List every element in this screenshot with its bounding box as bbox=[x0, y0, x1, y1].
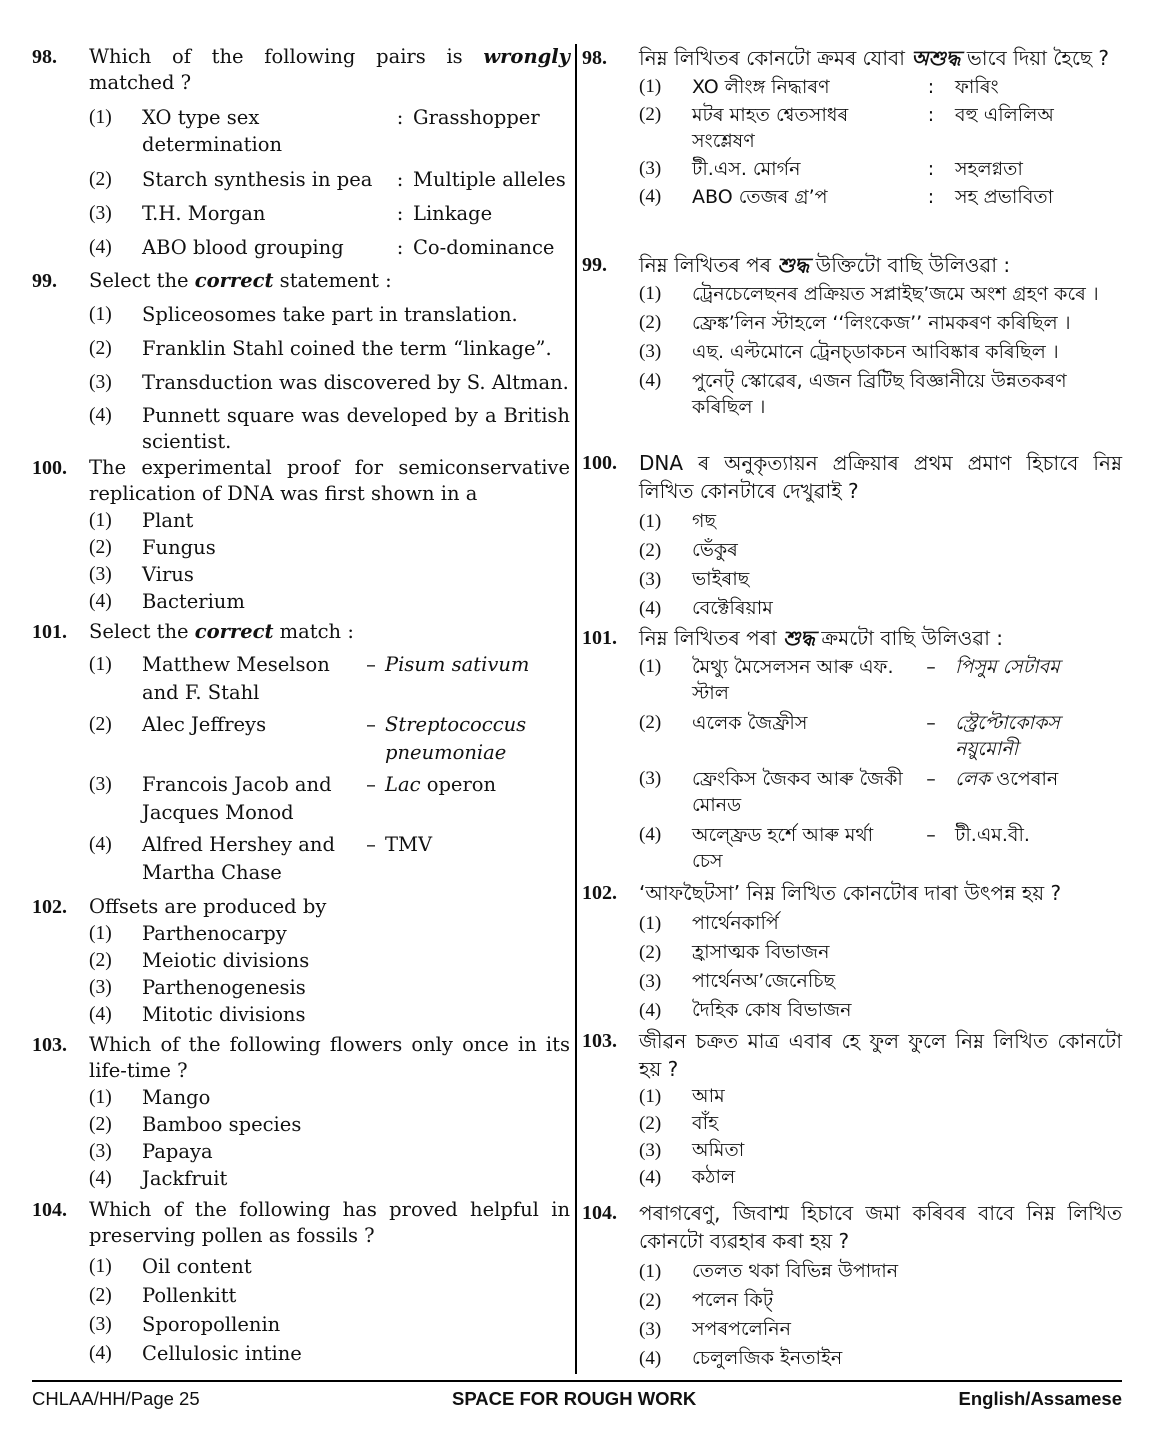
option-4: (4) Alfred Hershey and Martha Chase – TMV bbox=[89, 833, 433, 884]
option-1: (1) পাৰ্থেনকাৰ্পি bbox=[639, 912, 779, 934]
option-4: (4) বেক্টেৰিয়াম bbox=[639, 597, 773, 619]
option-1: (1) ট্ৰেনচেলেছনৰ প্ৰক্ৰিয়ত সপ্লাইছ’জমে অংশ গ্ৰহণ কৰে । bbox=[639, 283, 1099, 305]
assamese-column bbox=[582, 44, 1122, 1373]
option-2: (2) Fungus bbox=[89, 536, 216, 559]
page-code: CHLAA/HH/Page 25 bbox=[32, 1388, 200, 1409]
option-4: (4) ABO তেজৰ গ্ৰ’প : সহ প্ৰভাবিতা bbox=[639, 186, 1054, 208]
option-4: (4) পুনেট্ স্কোৱেৰ, এজন ব্ৰিটিছ বিজ্ঞানীয়ে উন্নতকৰণ কৰিছিল । bbox=[639, 370, 1067, 418]
page-footer bbox=[32, 1388, 1122, 1414]
question-101-en: 101. Select the correct match : (1) Matthew Meselson and F. Stahl – Pisum sativum (2) Alec Jeffreys – Streptococcus pneumoniae (3) Francois Jacob and Jacques Monod – Lac operon (4) Alfred Hershey and Martha Chase – TMV bbox=[32, 619, 570, 894]
question-98-en bbox=[32, 44, 570, 268]
option-2: (2) Starch synthesis in pea : Multiple alleles bbox=[89, 168, 566, 191]
option-2: (2) এলেক জৈফ্ৰীস – স্ট্ৰেপ্টোকোকস নয়ুমোনী bbox=[639, 712, 1060, 760]
option-4: (4) দৈহিক কোষ বিভাজন bbox=[639, 999, 852, 1021]
option-4: (4) Cellulosic intine bbox=[89, 1342, 302, 1365]
question-102-en: 102. Offsets are produced by (1) Parthenocarpy (2) Meiotic divisions (3) Parthenogenesis (4) Mitotic divisions bbox=[32, 894, 570, 1032]
option-3: (3) এছ. এল্টমোনে ট্ৰেনচ্ডাকচন আবিষ্কাৰ কৰিছিল । bbox=[639, 341, 1059, 363]
option-3: (3) Francois Jacob and Jacques Monod – Lac operon bbox=[89, 773, 497, 824]
option-3: (3) পাৰ্থেনঅ’জেনেচিছ bbox=[639, 970, 836, 992]
option-3: (3) Virus bbox=[89, 563, 194, 586]
question-104-en: 104. Which of the following has proved helpful in preserving pollen as fossils ? (1) Oil content (2) Pollenkitt (3) Sporopollenin (4) Cellulosic intine bbox=[32, 1197, 570, 1368]
option-4: (4) Jackfruit bbox=[89, 1167, 228, 1190]
option-1: (1) Spliceosomes take part in translation. bbox=[89, 303, 518, 326]
option-2: (2) মটৰ মাহত শ্বেতসাধৰ সংশ্লেষণ : বহু এলিলিঅ bbox=[639, 104, 1054, 152]
option-2: (2) হ্ৰাসাত্মক বিভাজন bbox=[639, 941, 830, 963]
option-4: (4) কঠাল bbox=[639, 1166, 736, 1188]
option-4: (4) চেলুলজিক ইনতাইন bbox=[639, 1347, 843, 1369]
question-102-as: 102. ‘আফছৈটসা’ নিম্ন লিখিত কোনটোৰ দাৰা উৎপন্ন হয় ? (1) পাৰ্থেনকাৰ্পি (2) হ্ৰাসাত্মক বিভাজন (3) পাৰ্থেনঅ’জেনেচিছ (4) দৈহিক কোষ বিভাজন bbox=[582, 879, 1122, 1027]
option-1: (1) Matthew Meselson and F. Stahl – Pisum sativum bbox=[89, 653, 530, 704]
option-1: (1) XO লীংঙ্গ নিদ্ধাৰণ : ফাৰিং bbox=[639, 76, 999, 98]
option-3: (3) সপৰপলেনিন bbox=[639, 1318, 791, 1340]
option-3: (3) ফ্ৰেংকিস জৈকব আৰু জৈকী মোনড – লেক ওপেৰান bbox=[639, 768, 1059, 816]
option-3: (3) Transduction was discovered by S. Altman. bbox=[89, 371, 569, 394]
footer-rule bbox=[32, 1380, 1122, 1382]
option-3: (3) টী.এস. মোৰ্গন : সহলগ্নতা bbox=[639, 158, 1023, 180]
question-104-as: 104. পৰাগৰেণু, জিবাশ্ম হিচাবে জমা কৰিবৰ বাবে নিম্ন লিখিত কোনটো ব্যৱহাৰ কৰা হয় ? (1) তেলত থকা বিভিন্ন উপাদান (2) পলেন কিট্ (3) সপৰপলেনিন (4) চেলুলজিক ইনতাইন bbox=[582, 1199, 1122, 1373]
question-103-en: 103. Which of the following flowers only once in its life-time ? (1) Mango (2) Bamboo species (3) Papaya (4) Jackfruit bbox=[32, 1033, 570, 1190]
option-4: (4) Mitotic divisions bbox=[89, 1003, 306, 1026]
option-1: (1) তেলত থকা বিভিন্ন উপাদান bbox=[639, 1260, 899, 1282]
option-2: (2) Franklin Stahl coined the term “linkage”. bbox=[89, 337, 552, 360]
option-2: (2) ভেঁকুৰ bbox=[639, 539, 738, 561]
option-3: (3) অমিতা bbox=[639, 1139, 745, 1161]
question-103-as: 103. জীৱন চক্ৰত মাত্ৰ এবাৰ হে ফুল ফুলে নিম্ন লিখিত কোনটো হয় ? (1) আম (2) বাঁহ (3) অমিতা (4) কঠাল bbox=[582, 1027, 1122, 1199]
option-1: (1) Plant bbox=[89, 509, 194, 532]
english-column bbox=[32, 44, 570, 1368]
rough-work-label: SPACE FOR ROUGH WORK bbox=[452, 1388, 697, 1409]
option-4: (4) অল্ফ্ৰেড হৰ্শে আৰু মৰ্থা চেস – টী.এম.বী. bbox=[639, 824, 1030, 872]
option-2: (2) বাঁহ bbox=[639, 1112, 719, 1134]
option-2: (2) ফ্ৰেঙ্ক’লিন স্টাহলে ‘‘লিংকেজ’’ নামকৰণ কৰিছিল । bbox=[639, 312, 1071, 334]
option-4: (4) Bacterium bbox=[89, 590, 245, 613]
option-3: (3) T.H. Morgan : Linkage bbox=[89, 202, 493, 225]
option-1: (1) আম bbox=[639, 1085, 725, 1107]
option-2: (2) Meiotic divisions bbox=[89, 949, 310, 972]
option-1: (1) Mango bbox=[89, 1086, 211, 1109]
option-2: (2) Pollenkitt bbox=[89, 1284, 237, 1307]
question-99-as: 99. নিম্ন লিখিতৰ পৰ শুদ্ধ উক্তিটো বাছি উলিওৱা : (1) ট্ৰেনচেলেছনৰ প্ৰক্ৰিয়ত সপ্লাইছ’জমে অংশ গ্ৰহণ কৰে । (2) ফ্ৰেঙ্ক’লিন স্টাহলে ‘‘লিংকেজ’’ নামকৰণ কৰিছিল । (3) এছ. এল্টমোনে ট্ৰেনচ্ডাকচন আবিষ্কাৰ কৰিছিল । (4) পুনেট্ স্কোৱেৰ, এজন ব্ৰিটিছ বিজ্ঞানীয়ে উন্নতকৰণ কৰিছিল । bbox=[582, 251, 1122, 449]
option-3: (3) Sporopollenin bbox=[89, 1313, 281, 1336]
question-98-as: 98. নিম্ন লিখিতৰ কোনটো ক্ৰমৰ যোবা অশুদ্ধ ভাবে দিয়া হৈছে ? (1) XO লীংঙ্গ নিদ্ধাৰণ : ফাৰিং (2) মটৰ মাহত শ্বেতসাধৰ সংশ্লেষণ : বহু এলিলিঅ (3) টী.এস. মোৰ্গন : সহলগ্নতা (4) ABO তেজৰ গ্ৰ’প : সহ প্ৰভাবিতা bbox=[582, 44, 1122, 251]
option-1: (1) Oil content bbox=[89, 1255, 252, 1278]
option-2: (2) Bamboo species bbox=[89, 1113, 302, 1136]
option-4: (4) ABO blood grouping : Co-dominance bbox=[89, 236, 555, 259]
option-4: (4) Punnett square was developed by a British scientist. bbox=[89, 404, 570, 453]
option-1: (1) গছ bbox=[639, 510, 716, 532]
question-100-as: 100. DNA ৰ অনুকৃত্যায়ন প্ৰক্ৰিয়াৰ প্ৰথম প্ৰমাণ হিচাবে নিম্ন লিখিত কোনটাৰে দেখুৱাই ? (1) গছ (2) ভেঁকুৰ (3) ভাইৰাছ (4) বেক্টেৰিয়াম bbox=[582, 449, 1122, 624]
question-stem: Which of the following pairs is wrongly matched ? bbox=[89, 45, 570, 94]
option-3: (3) Parthenogenesis bbox=[89, 976, 306, 999]
option-3: (3) Papaya bbox=[89, 1140, 213, 1163]
option-1: (1) XO type sex determination : Grasshopper bbox=[89, 106, 540, 156]
question-101-as: 101. নিম্ন লিখিতৰ পৰা শুদ্ধ ক্ৰমটো বাছি উলিওৱা : (1) মৈথ্যু মৈসেলসন আৰু এফ. স্টাল – পিসুম সেটাবম (2) এলেক জৈফ্ৰীস – স্ট্ৰেপ্টোকোকস নয়ুমোনী (3) ফ্ৰেংকিস জৈকব আৰু জৈকী মোনড – লেক ওপেৰান (4) অল্ফ্ৰেড হৰ্শে আৰু মৰ্থা চেস – টী.এম.বী. bbox=[582, 624, 1122, 879]
option-2: (2) Alec Jeffreys – Streptococcus pneumoniae bbox=[89, 713, 527, 764]
option-3: (3) ভাইৰাছ bbox=[639, 568, 750, 590]
question-100-en: 100. The experimental proof for semiconservative replication of DNA was first shown in a (1) Plant (2) Fungus (3) Virus (4) Bacterium bbox=[32, 456, 570, 613]
question-99-en: 99. Select the correct statement : (1) Spliceosomes take part in translation. (2) Franklin Stahl coined the term “linkage”. (3) Transduction was discovered by S. Altman. (4) Punnett square was developed by a British scientist. bbox=[32, 269, 570, 453]
option-1: (1) Parthenocarpy bbox=[89, 922, 287, 945]
language-label: English/Assamese bbox=[958, 1388, 1122, 1409]
question-number: 98. bbox=[32, 46, 57, 68]
column-divider bbox=[575, 44, 577, 1374]
option-1: (1) মৈথ্যু মৈসেলসন আৰু এফ. স্টাল – পিসুম সেটাবম bbox=[639, 656, 1060, 704]
option-2: (2) পলেন কিট্ bbox=[639, 1289, 774, 1311]
